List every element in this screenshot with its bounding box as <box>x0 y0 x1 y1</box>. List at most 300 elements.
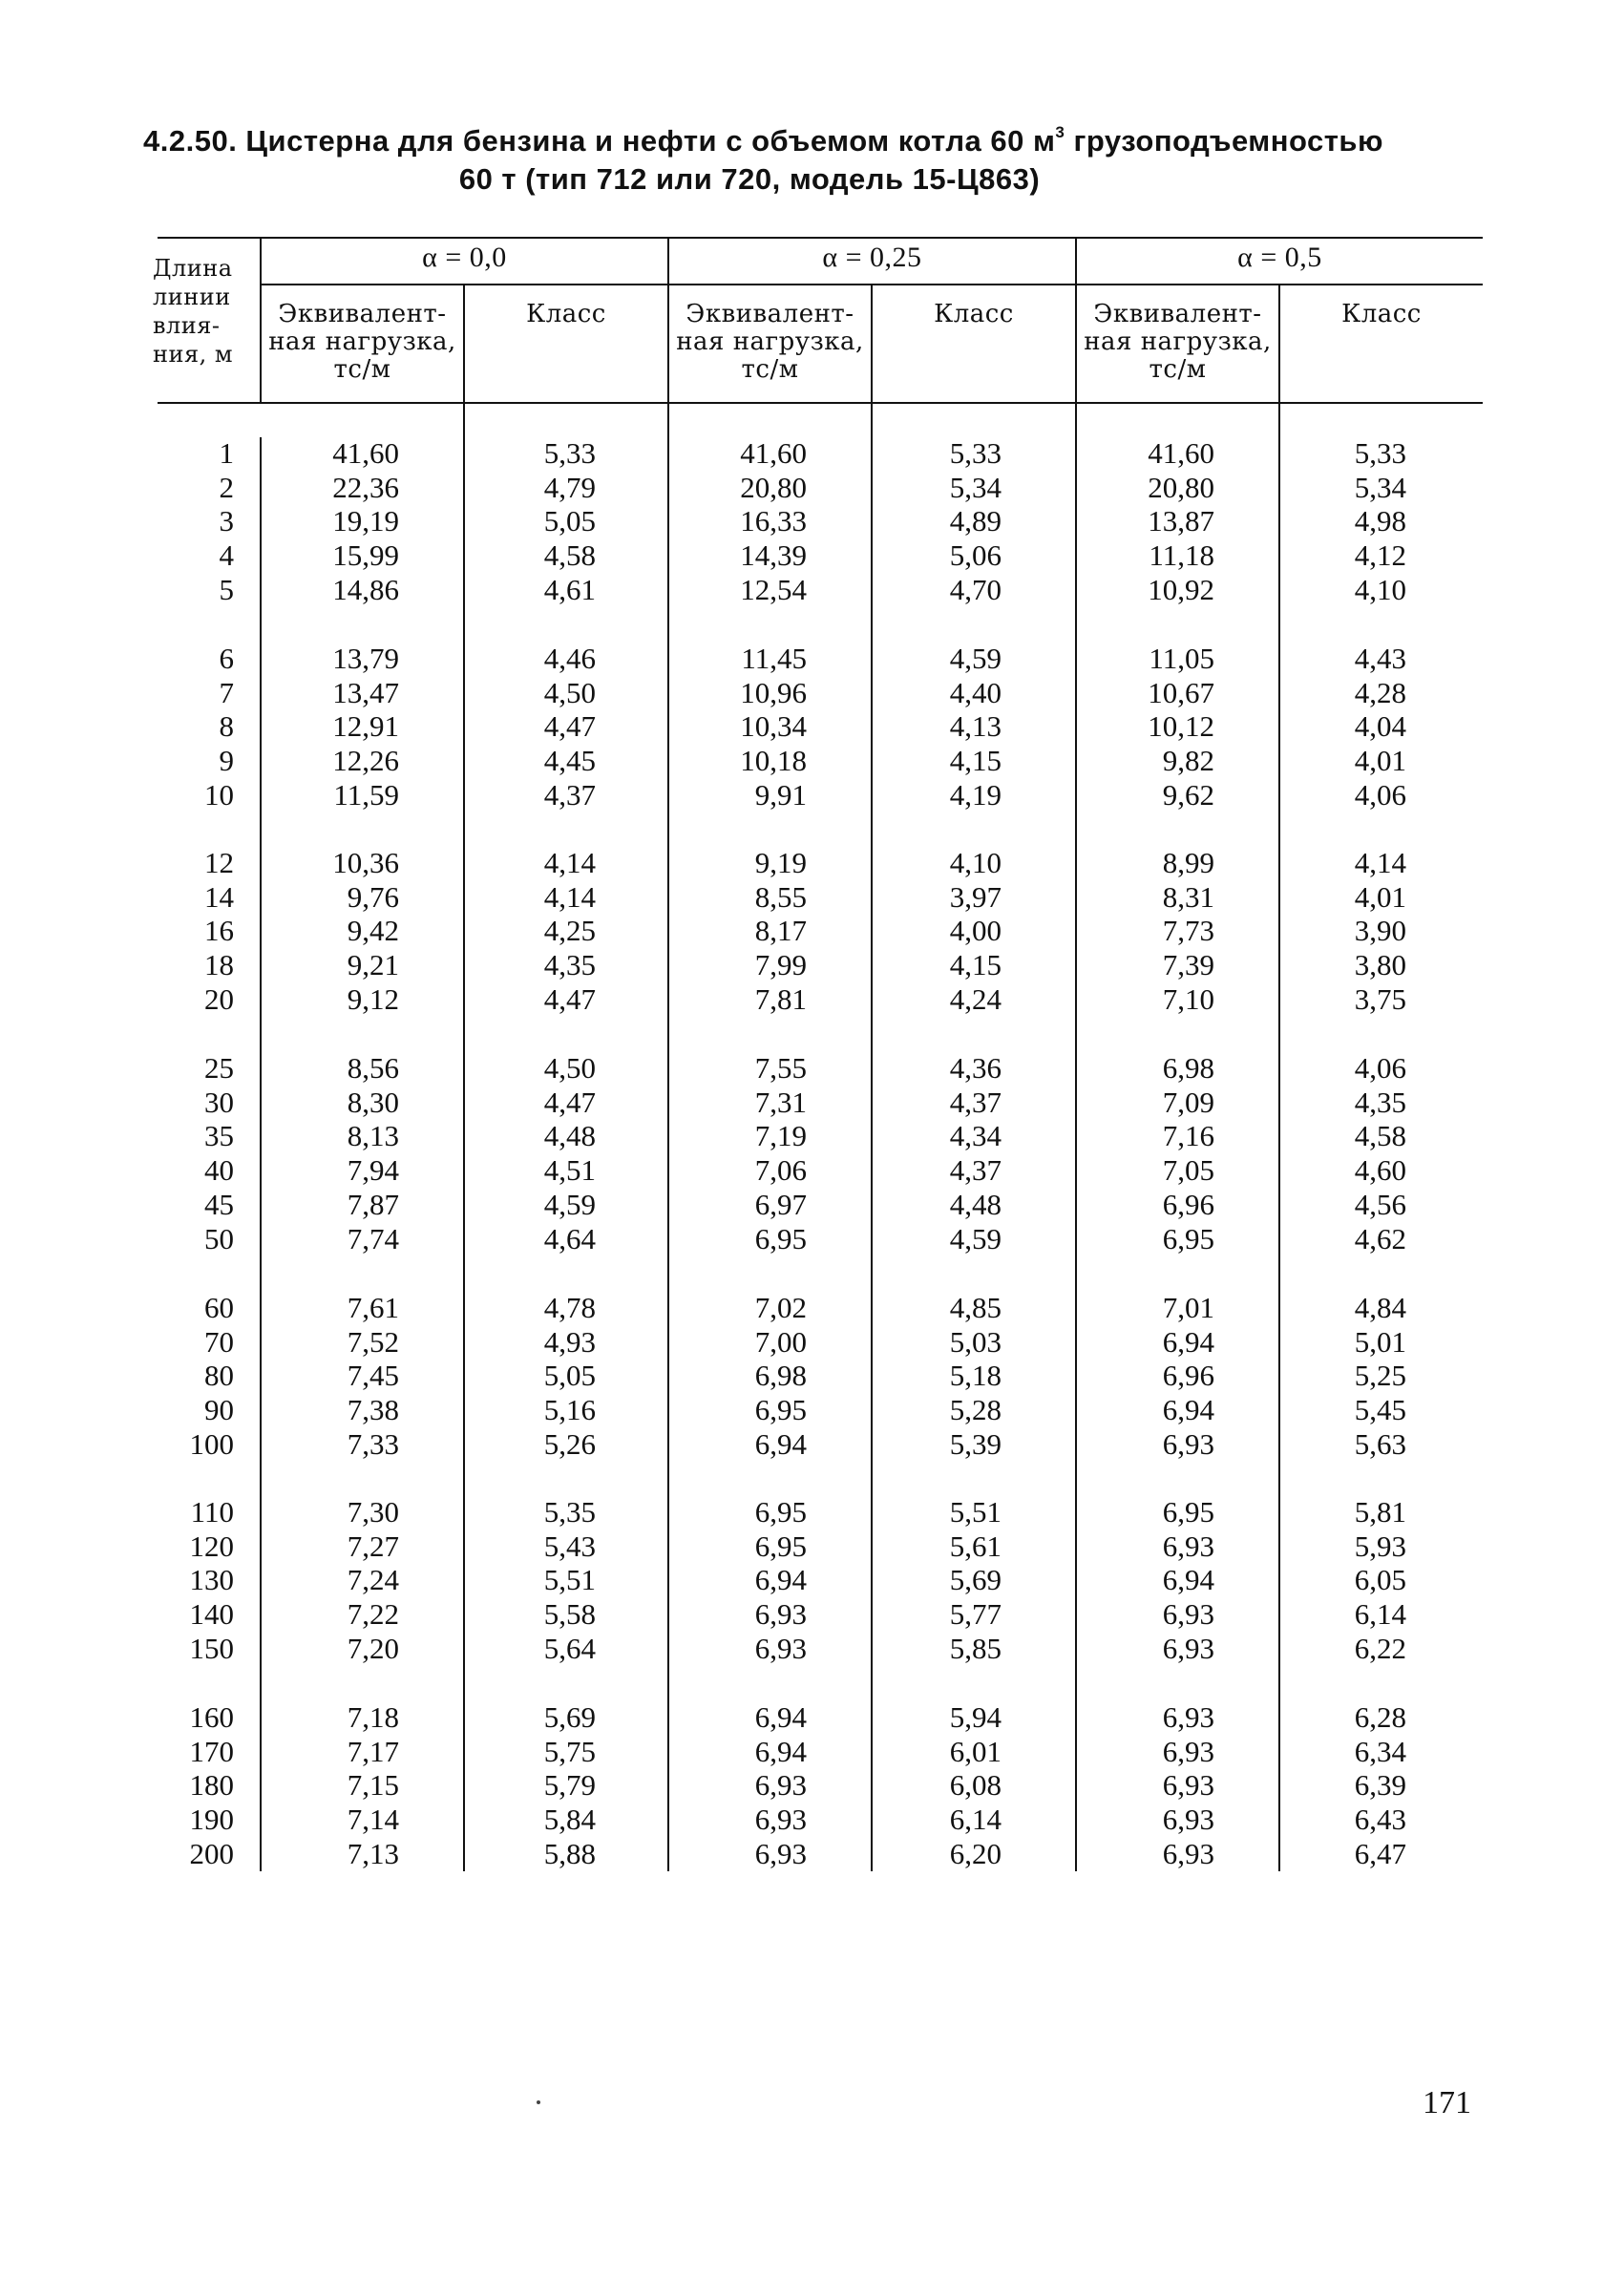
class-a25-cell: 5,39 <box>949 1426 1002 1461</box>
class-a5-column-group <box>1355 642 1406 812</box>
class-a0-cell: 4,47 <box>543 981 596 1016</box>
class-a0-cell: 4,46 <box>543 642 596 675</box>
length-column-group <box>190 1495 235 1666</box>
equiv-load-a5-cell: 7,09 <box>1162 1085 1214 1119</box>
equiv-load-a0-column-group <box>348 1700 399 1871</box>
class-a5-cell: 4,14 <box>1354 846 1406 879</box>
title-line-2: 60 т (тип 712 или 720, модель 15-Ц863) <box>458 162 1041 196</box>
equiv-load-a0-column-group <box>348 1051 399 1255</box>
class-a25-cell: 5,03 <box>949 1324 1002 1359</box>
equiv-load-a25-cell: 41,60 <box>740 436 807 470</box>
equiv-load-a5-cell: 8,99 <box>1162 846 1214 879</box>
length-cell: 200 <box>189 1836 234 1870</box>
class-a25-column-group <box>950 846 1002 1017</box>
length-column-group <box>190 1291 235 1462</box>
equiv-load-a25-cell: 6,94 <box>754 1734 807 1768</box>
length-cell: 110 <box>190 1495 234 1529</box>
equiv-load-a5-cell: 11,18 <box>1149 538 1214 573</box>
length-cell: 9 <box>219 744 234 778</box>
length-cell: 70 <box>204 1324 234 1359</box>
equiv-load-a0-cell: 7,20 <box>347 1631 399 1665</box>
length-column-group <box>204 846 234 1017</box>
header-equiv-line: ная нагрузка, <box>268 327 456 356</box>
class-a0-cell: 4,79 <box>543 470 596 504</box>
class-a0-cell: 5,84 <box>543 1803 596 1837</box>
class-a5-column-group <box>1355 846 1406 1017</box>
equiv-load-a0-cell: 7,13 <box>347 1836 399 1870</box>
class-a0-cell: 5,05 <box>543 1359 596 1393</box>
class-a25-cell: 4,00 <box>949 914 1002 948</box>
class-a5-cell: 6,22 <box>1354 1631 1406 1665</box>
length-cell: 3 <box>219 504 234 538</box>
class-a0-cell: 4,47 <box>543 1085 596 1119</box>
equiv-load-a25-cell: 7,31 <box>754 1085 807 1119</box>
class-a25-cell: 6,01 <box>949 1734 1002 1768</box>
class-a25-cell: 5,51 <box>949 1495 1002 1529</box>
equiv-load-a5-column-group <box>1163 1700 1214 1871</box>
equiv-load-a5-cell: 41,60 <box>1148 436 1214 470</box>
col-divider-a0-a25 <box>667 237 669 1871</box>
class-a0-cell: 5,64 <box>543 1631 596 1665</box>
equiv-load-a0-cell: 19,19 <box>332 504 399 538</box>
equiv-load-a25-cell: 6,95 <box>754 1495 807 1529</box>
length-cell: 30 <box>204 1085 234 1119</box>
class-a0-cell: 5,51 <box>543 1563 596 1597</box>
page-number: 171 <box>1423 2085 1471 2120</box>
class-a25-cell: 4,15 <box>949 948 1002 982</box>
header-length <box>153 254 258 369</box>
header-equiv-load-a5 <box>1077 301 1278 384</box>
equiv-load-a25-cell: 10,18 <box>740 744 807 778</box>
equiv-load-a0-cell: 8,30 <box>347 1085 399 1119</box>
header-equiv-line: тс/м <box>741 355 799 384</box>
length-column-group <box>190 1700 235 1871</box>
class-a0-column-group <box>544 1051 596 1255</box>
class-a0-cell: 4,35 <box>543 948 596 982</box>
class-a5-cell: 5,45 <box>1354 1393 1406 1427</box>
length-cell: 60 <box>204 1291 234 1324</box>
class-a0-cell: 4,37 <box>543 777 596 812</box>
equiv-load-a25-cell: 12,54 <box>740 572 807 606</box>
equiv-load-a5-cell: 6,93 <box>1162 1597 1214 1632</box>
class-a5-cell: 5,63 <box>1354 1426 1406 1461</box>
equiv-load-a25-cell: 10,96 <box>740 675 807 709</box>
class-a25-column-group <box>950 1700 1002 1871</box>
class-a5-column-group <box>1355 1700 1406 1871</box>
equiv-load-a5-cell: 20,80 <box>1148 470 1214 504</box>
class-a5-cell: 5,81 <box>1354 1495 1406 1529</box>
class-a0-cell: 4,25 <box>543 914 596 948</box>
header-equiv-line: тс/м <box>1149 355 1207 384</box>
class-a5-cell: 5,25 <box>1354 1359 1406 1393</box>
equiv-load-a5-cell: 9,82 <box>1162 744 1214 778</box>
equiv-load-a25-column-group <box>755 1495 807 1666</box>
table-top-rule <box>158 237 1483 239</box>
length-cell: 1 <box>219 436 234 470</box>
class-a0-cell: 5,33 <box>543 436 596 470</box>
equiv-load-a5-cell: 6,93 <box>1162 1631 1214 1665</box>
length-cell: 2 <box>219 470 234 504</box>
equiv-load-a0-cell: 7,33 <box>347 1426 399 1461</box>
length-cell: 170 <box>189 1734 234 1768</box>
length-cell: 140 <box>189 1597 234 1632</box>
equiv-load-a25-cell: 6,94 <box>754 1563 807 1597</box>
header-equiv-line: тс/м <box>333 355 391 384</box>
equiv-load-a5-cell: 10,92 <box>1148 572 1214 606</box>
class-a5-cell: 4,62 <box>1354 1221 1406 1255</box>
equiv-load-a0-cell: 7,30 <box>347 1495 399 1529</box>
equiv-load-a5-cell: 7,01 <box>1162 1291 1214 1324</box>
equiv-load-a5-cell: 13,87 <box>1148 504 1214 538</box>
scan-dot <box>537 2100 540 2104</box>
class-a0-cell: 5,69 <box>543 1700 596 1734</box>
class-a5-cell: 5,33 <box>1354 436 1406 470</box>
equiv-load-a5-cell: 11,05 <box>1149 642 1214 675</box>
equiv-load-a5-cell: 6,93 <box>1162 1768 1214 1803</box>
equiv-load-a25-cell: 6,95 <box>754 1529 807 1563</box>
class-a0-cell: 4,45 <box>543 744 596 778</box>
equiv-load-a25-cell: 7,00 <box>754 1324 807 1359</box>
class-a0-cell: 5,05 <box>543 504 596 538</box>
class-a5-cell: 6,39 <box>1354 1768 1406 1803</box>
length-column-group <box>204 1051 234 1255</box>
equiv-load-a25-cell: 8,17 <box>754 914 807 948</box>
class-a5-column-group <box>1355 1495 1406 1666</box>
class-a25-cell: 4,10 <box>949 846 1002 879</box>
col-divider-a25-a5 <box>1075 237 1077 1871</box>
equiv-load-a25-cell: 11,45 <box>741 642 807 675</box>
class-a5-cell: 4,58 <box>1354 1119 1406 1153</box>
class-a0-cell: 5,75 <box>543 1734 596 1768</box>
title-text: 4.2.50. Цистерна для бензина и нефти с объемом котла 60 м <box>143 124 1056 158</box>
equiv-load-a5-column-group <box>1163 1291 1214 1462</box>
class-a0-cell: 4,50 <box>543 1051 596 1085</box>
class-a5-cell: 4,06 <box>1354 1051 1406 1085</box>
class-a5-cell: 4,84 <box>1354 1291 1406 1324</box>
equiv-load-a25-column-group <box>755 846 807 1017</box>
equiv-load-a25-cell: 9,19 <box>754 846 807 879</box>
equiv-load-a0-cell: 9,21 <box>347 948 399 982</box>
class-a25-cell: 4,37 <box>949 1085 1002 1119</box>
class-a5-cell: 3,90 <box>1354 914 1406 948</box>
class-a25-cell: 4,13 <box>949 709 1002 744</box>
equiv-load-a0-cell: 7,18 <box>347 1700 399 1734</box>
length-cell: 5 <box>219 572 234 606</box>
length-cell: 14 <box>204 879 234 914</box>
class-a25-cell: 4,85 <box>949 1291 1002 1324</box>
equiv-load-a25-cell: 10,34 <box>740 709 807 744</box>
class-a5-cell: 4,56 <box>1354 1187 1406 1221</box>
class-a5-cell: 6,34 <box>1354 1734 1406 1768</box>
class-a0-column-group <box>544 1291 596 1462</box>
header-length-line: влия- <box>153 312 221 339</box>
header-alpha-025: α = 0,25 <box>822 242 922 273</box>
page-title <box>143 122 1499 199</box>
class-a5-cell: 4,35 <box>1354 1085 1406 1119</box>
class-a25-cell: 6,14 <box>949 1803 1002 1837</box>
class-a0-cell: 4,61 <box>543 572 596 606</box>
equiv-load-a25-cell: 6,93 <box>754 1836 807 1870</box>
equiv-load-a25-cell: 7,99 <box>754 948 807 982</box>
class-a5-cell: 4,06 <box>1354 777 1406 812</box>
class-a25-cell: 4,15 <box>949 744 1002 778</box>
equiv-load-a5-cell: 6,93 <box>1162 1529 1214 1563</box>
equiv-load-a25-cell: 20,80 <box>740 470 807 504</box>
length-cell: 25 <box>204 1051 234 1085</box>
header-equiv-line: Эквивалент- <box>278 300 447 328</box>
class-a25-cell: 4,37 <box>949 1153 1002 1188</box>
equiv-load-a0-cell: 7,27 <box>347 1529 399 1563</box>
equiv-load-a5-cell: 6,94 <box>1162 1393 1214 1427</box>
length-cell: 16 <box>204 914 234 948</box>
class-a25-column-group <box>950 1291 1002 1462</box>
class-a25-cell: 5,94 <box>949 1700 1002 1734</box>
class-a25-cell: 6,20 <box>949 1836 1002 1870</box>
equiv-load-a25-cell: 6,93 <box>754 1768 807 1803</box>
header-length-line: линии <box>153 284 231 310</box>
equiv-load-a0-cell: 14,86 <box>332 572 399 606</box>
length-cell: 150 <box>189 1631 234 1665</box>
col-divider-a5-inner <box>1278 284 1280 1871</box>
equiv-load-a5-cell: 6,96 <box>1162 1187 1214 1221</box>
equiv-load-a0-cell: 12,91 <box>332 709 399 744</box>
equiv-load-a5-cell: 6,96 <box>1162 1359 1214 1393</box>
class-a5-cell: 4,60 <box>1354 1153 1406 1188</box>
class-a25-cell: 5,61 <box>949 1529 1002 1563</box>
class-a0-cell: 4,64 <box>543 1221 596 1255</box>
equiv-load-a5-cell: 6,93 <box>1162 1734 1214 1768</box>
equiv-load-a0-cell: 9,12 <box>347 981 399 1016</box>
equiv-load-a5-cell: 6,95 <box>1162 1495 1214 1529</box>
class-a5-cell: 5,34 <box>1354 470 1406 504</box>
class-a0-column-group <box>544 436 596 607</box>
header-equiv-load-a0 <box>262 301 463 384</box>
header-alpha-0: α = 0,0 <box>422 242 507 273</box>
length-cell: 4 <box>219 538 234 573</box>
length-cell: 80 <box>204 1359 234 1393</box>
equiv-load-a0-cell: 41,60 <box>332 436 399 470</box>
header-alpha-05: α = 0,5 <box>1237 242 1322 273</box>
equiv-load-a25-cell: 16,33 <box>740 504 807 538</box>
class-a5-cell: 6,47 <box>1354 1836 1406 1870</box>
equiv-load-a5-cell: 7,10 <box>1162 981 1214 1016</box>
equiv-load-a25-cell: 6,94 <box>754 1700 807 1734</box>
equiv-load-a0-cell: 8,56 <box>347 1051 399 1085</box>
equiv-load-a0-cell: 10,36 <box>332 846 399 879</box>
equiv-load-a25-cell: 6,97 <box>754 1187 807 1221</box>
equiv-load-a25-column-group <box>740 436 807 607</box>
equiv-load-a5-cell: 6,93 <box>1162 1426 1214 1461</box>
class-a0-cell: 5,58 <box>543 1597 596 1632</box>
equiv-load-a25-cell: 9,91 <box>754 777 807 812</box>
length-cell: 90 <box>204 1393 234 1427</box>
length-cell: 6 <box>219 642 234 675</box>
equiv-load-a5-cell: 6,94 <box>1162 1324 1214 1359</box>
class-a5-cell: 4,01 <box>1354 879 1406 914</box>
equiv-load-a25-cell: 6,93 <box>754 1597 807 1632</box>
equiv-load-a25-cell: 6,93 <box>754 1631 807 1665</box>
class-a25-column-group <box>950 1495 1002 1666</box>
class-a25-cell: 5,34 <box>949 470 1002 504</box>
class-a25-cell: 5,06 <box>949 538 1002 573</box>
equiv-load-a25-cell: 14,39 <box>740 538 807 573</box>
class-a5-cell: 4,12 <box>1354 538 1406 573</box>
class-a0-cell: 5,35 <box>543 1495 596 1529</box>
class-a25-cell: 5,33 <box>949 436 1002 470</box>
class-a25-cell: 4,59 <box>949 1221 1002 1255</box>
equiv-load-a5-cell: 6,98 <box>1162 1051 1214 1085</box>
class-a25-cell: 5,85 <box>949 1631 1002 1665</box>
equiv-load-a0-column-group <box>332 642 399 812</box>
header-class-a25: Класс <box>934 300 1014 328</box>
equiv-load-a0-cell: 7,14 <box>347 1803 399 1837</box>
equiv-load-a5-cell: 9,62 <box>1162 777 1214 812</box>
class-a5-cell: 3,80 <box>1354 948 1406 982</box>
class-a0-cell: 4,59 <box>543 1187 596 1221</box>
class-a25-cell: 5,18 <box>949 1359 1002 1393</box>
equiv-load-a25-cell: 7,55 <box>754 1051 807 1085</box>
class-a5-cell: 6,43 <box>1354 1803 1406 1837</box>
header-class-a5: Класс <box>1341 300 1422 328</box>
length-cell: 50 <box>204 1221 234 1255</box>
length-cell: 100 <box>189 1426 234 1461</box>
equiv-load-a0-column-group <box>332 436 399 607</box>
equiv-load-a0-cell: 8,13 <box>347 1119 399 1153</box>
length-cell: 160 <box>189 1700 234 1734</box>
class-a5-column-group <box>1355 436 1406 607</box>
header-length-line: Длина <box>153 255 233 282</box>
class-a25-column-group <box>950 1051 1002 1255</box>
class-a0-cell: 5,88 <box>543 1836 596 1870</box>
length-column-group <box>204 642 234 812</box>
equiv-load-a0-column-group <box>348 1495 399 1666</box>
header-class-a0: Класс <box>526 300 606 328</box>
header-bottom-rule <box>158 402 1483 404</box>
class-a5-cell: 5,93 <box>1354 1529 1406 1563</box>
class-a25-cell: 4,24 <box>949 981 1002 1016</box>
col-divider-length-body <box>260 437 262 1871</box>
class-a0-cell: 5,79 <box>543 1768 596 1803</box>
class-a5-cell: 4,10 <box>1354 572 1406 606</box>
length-cell: 20 <box>204 981 234 1016</box>
class-a0-cell: 4,58 <box>543 538 596 573</box>
equiv-load-a0-cell: 7,22 <box>347 1597 399 1632</box>
length-cell: 8 <box>219 709 234 744</box>
equiv-load-a25-cell: 6,94 <box>754 1426 807 1461</box>
class-a25-cell: 4,59 <box>949 642 1002 675</box>
equiv-load-a5-column-group <box>1163 846 1214 1017</box>
equiv-load-a0-cell: 7,94 <box>347 1153 399 1188</box>
class-a0-column-group <box>544 846 596 1017</box>
equiv-load-a0-cell: 7,15 <box>347 1768 399 1803</box>
class-a25-cell: 6,08 <box>949 1768 1002 1803</box>
equiv-load-a25-cell: 6,93 <box>754 1803 807 1837</box>
col-divider-a25-inner <box>871 284 873 1871</box>
class-a5-cell: 4,98 <box>1354 504 1406 538</box>
class-a25-cell: 4,48 <box>949 1187 1002 1221</box>
header-equiv-line: ная нагрузка, <box>1084 327 1272 356</box>
class-a5-cell: 4,01 <box>1354 744 1406 778</box>
class-a5-cell: 5,01 <box>1354 1324 1406 1359</box>
length-cell: 180 <box>189 1768 234 1803</box>
title-line-1 <box>143 122 1499 160</box>
equiv-load-a0-cell: 9,76 <box>347 879 399 914</box>
equiv-load-a5-column-group <box>1163 1051 1214 1255</box>
class-a0-cell: 5,16 <box>543 1393 596 1427</box>
equiv-load-a5-cell: 6,93 <box>1162 1836 1214 1870</box>
length-cell: 7 <box>219 675 234 709</box>
equiv-load-a5-cell: 7,16 <box>1162 1119 1214 1153</box>
equiv-load-a0-cell: 13,79 <box>332 642 399 675</box>
col-divider-a0-inner <box>463 284 465 1871</box>
equiv-load-a0-cell: 7,61 <box>347 1291 399 1324</box>
class-a5-cell: 4,43 <box>1354 642 1406 675</box>
equiv-load-a5-column-group <box>1163 1495 1214 1666</box>
equiv-load-a0-cell: 7,38 <box>347 1393 399 1427</box>
equiv-load-a25-cell: 7,06 <box>754 1153 807 1188</box>
class-a25-cell: 4,89 <box>949 504 1002 538</box>
equiv-load-a0-cell: 22,36 <box>332 470 399 504</box>
equiv-load-a5-cell: 6,93 <box>1162 1700 1214 1734</box>
equiv-load-a0-cell: 7,52 <box>347 1324 399 1359</box>
class-a25-cell: 5,69 <box>949 1563 1002 1597</box>
class-a0-column-group <box>544 1495 596 1666</box>
equiv-load-a5-cell: 8,31 <box>1162 879 1214 914</box>
length-cell: 120 <box>189 1529 234 1563</box>
class-a0-cell: 5,26 <box>543 1426 596 1461</box>
length-cell: 35 <box>204 1119 234 1153</box>
header-equiv-line: Эквивалент- <box>1093 300 1262 328</box>
header-length-line: ния, м <box>153 341 234 368</box>
equiv-load-a5-column-group <box>1148 436 1214 607</box>
equiv-load-a5-cell: 6,94 <box>1162 1563 1214 1597</box>
title-text-end: грузоподъемностью <box>1065 124 1383 158</box>
class-a0-cell: 4,47 <box>543 709 596 744</box>
class-a0-cell: 4,14 <box>543 846 596 879</box>
class-a0-cell: 4,14 <box>543 879 596 914</box>
length-column-group <box>220 436 235 607</box>
class-a5-column-group <box>1355 1051 1406 1255</box>
equiv-load-a0-cell: 7,45 <box>347 1359 399 1393</box>
length-cell: 10 <box>204 777 234 812</box>
equiv-load-a25-cell: 6,95 <box>754 1393 807 1427</box>
class-a25-cell: 4,70 <box>949 572 1002 606</box>
class-a0-cell: 4,93 <box>543 1324 596 1359</box>
equiv-load-a25-cell: 7,81 <box>754 981 807 1016</box>
class-a25-cell: 5,77 <box>949 1597 1002 1632</box>
length-cell: 12 <box>204 846 234 879</box>
equiv-load-a5-column-group <box>1148 642 1214 812</box>
class-a0-column-group <box>544 642 596 812</box>
class-a25-cell: 4,36 <box>949 1051 1002 1085</box>
length-cell: 40 <box>204 1153 234 1188</box>
equiv-load-a25-cell: 7,19 <box>754 1119 807 1153</box>
class-a25-cell: 4,34 <box>949 1119 1002 1153</box>
length-cell: 45 <box>204 1187 234 1221</box>
class-a25-cell: 4,19 <box>949 777 1002 812</box>
length-cell: 130 <box>189 1563 234 1597</box>
equiv-load-a5-cell: 6,93 <box>1162 1803 1214 1837</box>
equiv-load-a0-column-group <box>332 846 399 1017</box>
class-a0-cell: 4,48 <box>543 1119 596 1153</box>
equiv-load-a0-cell: 13,47 <box>332 675 399 709</box>
equiv-load-a5-cell: 7,39 <box>1162 948 1214 982</box>
class-a25-cell: 5,28 <box>949 1393 1002 1427</box>
equiv-load-a5-cell: 10,12 <box>1148 709 1214 744</box>
equiv-load-a25-cell: 6,95 <box>754 1221 807 1255</box>
equiv-load-a0-cell: 7,87 <box>347 1187 399 1221</box>
class-a25-column-group <box>950 436 1002 607</box>
